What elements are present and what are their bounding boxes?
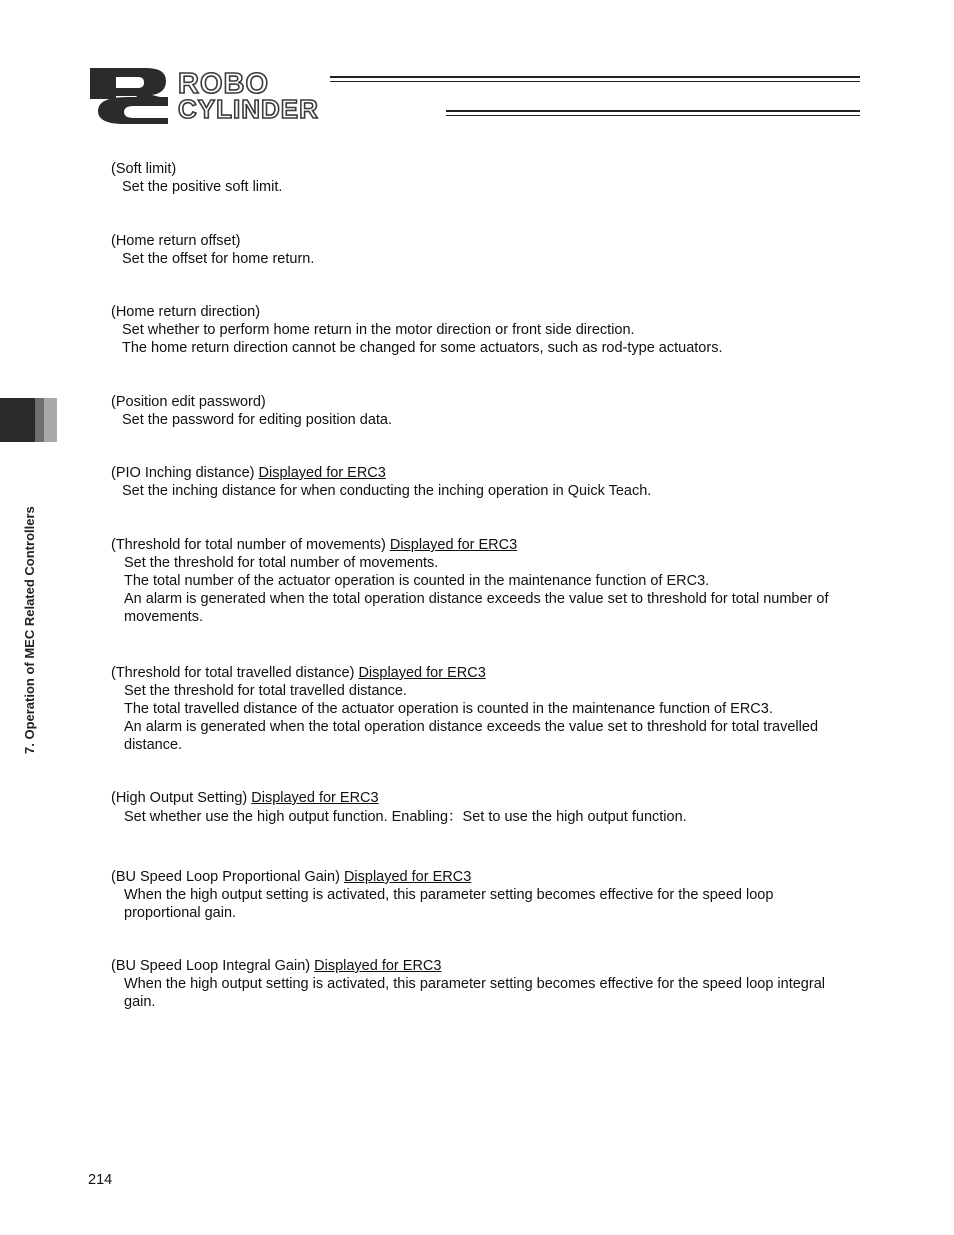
- section-title: (BU Speed Loop Integral Gain) Displayed for ERC3: [111, 958, 442, 974]
- robo-cylinder-logo: [88, 66, 448, 126]
- section-line: Set the password for editing position data.: [122, 412, 393, 428]
- section-title: (Home return direction): [111, 304, 261, 320]
- section-title: (High Output Setting) Displayed for ERC3: [111, 790, 379, 806]
- section-bu-speed-loop-integral-gain: [111, 957, 831, 1011]
- section-line: Set whether to perform home return in the motor direction or front side direction.: [122, 322, 635, 338]
- section-body: [111, 975, 831, 1011]
- section-body: [111, 321, 871, 357]
- section-line: The total travelled distance of the actuator operation is counted in the maintenance function of ERC3.: [124, 701, 773, 717]
- section-body: [111, 250, 871, 268]
- logo-text-cylinder: CYLINDER: [178, 94, 319, 124]
- section-body: [111, 808, 871, 826]
- section-soft-limit: [111, 160, 871, 196]
- section-high-output-setting: [111, 789, 871, 826]
- section-line: The home return direction cannot be changed for some actuators, such as rod-type actuators.: [122, 340, 723, 356]
- chapter-tab-marker: [0, 398, 57, 442]
- section-line: An alarm is generated when the total operation distance exceeds the value set to threshold for total travelled distance.: [124, 719, 819, 753]
- section-home-return-offset: [111, 232, 871, 268]
- section-bu-speed-loop-proportional-gain: [111, 868, 831, 922]
- erc3-note: Displayed for ERC3: [343, 869, 472, 885]
- section-title: (Threshold for total travelled distance) Displayed for ERC3: [111, 665, 486, 681]
- section-pio-inching-distance: [111, 464, 871, 500]
- logo-r-shape: [90, 68, 168, 99]
- section-line: When the high output setting is activated, this parameter setting becomes effective for the speed loop proportional gain.: [124, 887, 774, 921]
- section-line: When the high output setting is activated, this parameter setting becomes effective for the speed loop integral gain.: [124, 976, 825, 1010]
- section-line: An alarm is generated when the total operation distance exceeds the value set to threshold for total number of movements.: [124, 591, 829, 625]
- logo-c-shape: [98, 97, 168, 124]
- section-body: [111, 886, 831, 922]
- erc3-note: Displayed for ERC3: [258, 465, 386, 481]
- chapter-side-label-text: 7. Operation of MEC Related Controllers: [22, 506, 37, 754]
- section-home-return-direction: [111, 303, 871, 357]
- section-line: Set the threshold for total travelled distance.: [124, 683, 407, 699]
- chapter-side-label: [20, 454, 38, 754]
- page-number: 214: [88, 1172, 113, 1188]
- erc3-note: Displayed for ERC3: [314, 958, 442, 974]
- section-position-edit-password: [111, 393, 871, 429]
- section-body: [111, 682, 831, 754]
- section-line: Set the inching distance for when conducting the inching operation in Quick Teach.: [122, 483, 652, 499]
- section-threshold-total-travelled-distance: [111, 664, 831, 754]
- section-threshold-total-movements: [111, 536, 871, 626]
- header-rule-bottom-2: [446, 115, 860, 116]
- section-title: (BU Speed Loop Proportional Gain) Displayed for ERC3: [111, 869, 472, 885]
- page-header: [88, 66, 860, 126]
- section-body: [111, 411, 871, 429]
- header-rule-top-1: [330, 76, 860, 78]
- header-rule-top-2: [330, 81, 860, 82]
- logo-text-robo: ROBO: [178, 68, 269, 100]
- section-title: (Home return offset): [111, 233, 241, 249]
- section-line: Set the threshold for total number of movements.: [124, 555, 439, 571]
- erc3-note: Displayed for ERC3: [389, 537, 518, 553]
- erc3-note: Displayed for ERC3: [251, 790, 379, 806]
- section-line: Set the positive soft limit.: [122, 179, 283, 195]
- header-rule-bottom-1: [446, 110, 860, 112]
- section-title: (Position edit password): [111, 394, 266, 410]
- section-line: Set the offset for home return.: [122, 251, 315, 267]
- section-line: Set whether use the high output function. Enabling：Set to use the high output function.: [124, 809, 687, 825]
- section-title: (Soft limit): [111, 161, 177, 177]
- erc3-note: Displayed for ERC3: [358, 665, 486, 681]
- section-body: [111, 482, 871, 500]
- section-title: (PIO Inching distance) Displayed for ERC3: [111, 465, 386, 481]
- section-body: [111, 178, 871, 196]
- section-title: (Threshold for total number of movements) Displayed for ERC3: [111, 537, 518, 553]
- section-line: The total number of the actuator operation is counted in the maintenance function of ERC3.: [124, 573, 710, 589]
- section-body: [111, 554, 871, 626]
